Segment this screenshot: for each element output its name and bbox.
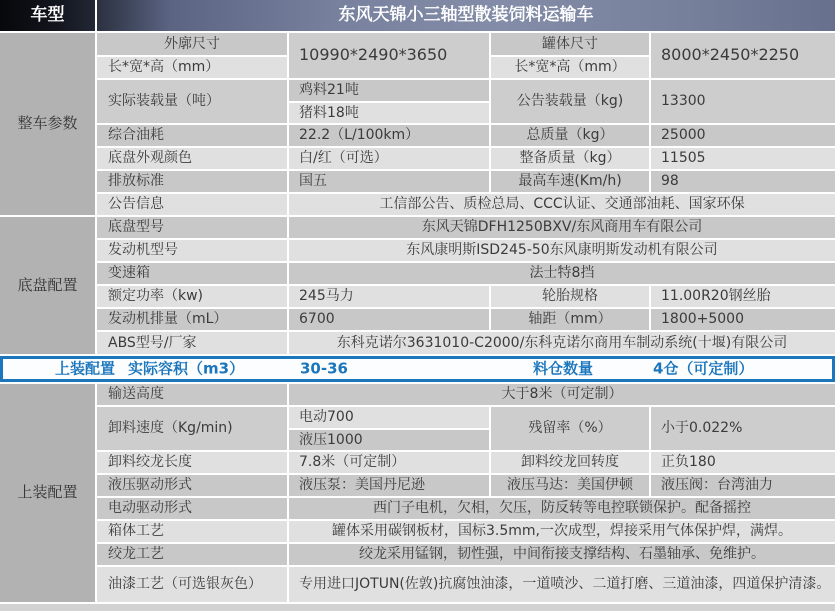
paint-craft-label: 油漆工艺（可选银灰色） <box>97 567 287 602</box>
bins-label: 料仓数量 <box>533 359 594 378</box>
chassis-model-value: 东风天锦DFH1250BXV/东风商用车有限公司 <box>289 217 835 238</box>
announcement-label: 公告信息 <box>97 194 287 215</box>
chassis-color-value: 白/红（可选） <box>289 148 489 169</box>
electric-drive-value: 西门子电机，欠相，欠压，防反转等电控联锁保护。配备摇控 <box>289 498 835 519</box>
section-vehicle-params: 整车参数 <box>0 33 95 215</box>
gearbox-label: 变速箱 <box>97 263 287 284</box>
displacement-value: 6700 <box>289 309 489 330</box>
rated-power-value: 245马力 <box>289 286 489 307</box>
total-mass-label: 总质量（kg） <box>491 125 649 146</box>
highlight-row <box>0 356 835 382</box>
section-top-config: 上装配置 <box>0 384 95 602</box>
electric-drive-label: 电动驱动形式 <box>97 498 287 519</box>
announcement-value: 工信部公告、质检总局、CCC认证、交通部油耗、国家环保 <box>289 194 835 215</box>
paint-craft-value: 专用进口JOTUN(佐敦)抗腐蚀油漆，一道喷沙、二道打磨、三道油漆，四道保护清漆。 <box>289 567 835 602</box>
actual-load-label: 实际装载量（吨） <box>97 80 287 123</box>
header-vehicle-type-label: 车型 <box>0 0 95 31</box>
outline-size-title: 外廓尺寸 <box>97 33 287 55</box>
announced-load-label: 公告装载量（kg) <box>491 80 649 123</box>
tire-spec-label: 轮胎规格 <box>491 286 649 307</box>
tank-size-sub-label: 长*宽*高（mm） <box>491 57 649 78</box>
chassis-model-label: 底盘型号 <box>97 217 287 238</box>
residual-rate-value: 小于0.022% <box>651 407 835 450</box>
auger-rotation-value: 正负180 <box>651 452 835 473</box>
hydraulic-drive-label: 液压驱动形式 <box>97 475 287 496</box>
wheelbase-value: 1800+5000 <box>651 309 835 330</box>
outline-size-sub-label: 长*宽*高（mm） <box>97 57 287 78</box>
auger-length-label: 卸料绞龙长度 <box>97 452 287 473</box>
engine-model-value: 东风康明斯ISD245-50东风康明斯发动机有限公司 <box>289 240 835 261</box>
abs-value: 东科克诺尔3631010-C2000/东科克诺尔商用车制动系统(十堰)有限公司 <box>289 332 835 354</box>
abs-label: ABS型号/厂家 <box>97 332 287 354</box>
engine-model-label: 发动机型号 <box>97 240 287 261</box>
page-title: 东风天锦小三轴型散装饲料运输车 <box>97 0 835 31</box>
fuel-consumption-label: 综合油耗 <box>97 125 287 146</box>
tank-size-title: 罐体尺寸 <box>491 33 649 55</box>
hydraulic-drive-pump: 液压泵：美国丹尼逊 <box>289 475 489 496</box>
actual-load-value-2: 猪料18吨 <box>289 103 489 123</box>
max-speed-value: 98 <box>651 171 835 192</box>
curb-mass-label: 整备质量（kg） <box>491 148 649 169</box>
auger-length-value: 7.8米（可定制） <box>289 452 489 473</box>
bins-value: 4仓（可定制） <box>653 359 754 378</box>
wheelbase-label: 轴距（mm） <box>491 309 649 330</box>
volume-value: 30-36 <box>300 359 348 378</box>
fuel-consumption-value: 22.2（L/100km） <box>289 125 489 146</box>
tank-size-value: 8000*2450*2250 <box>651 33 835 78</box>
highlight-row-content <box>3 359 832 379</box>
gearbox-value: 法士特8挡 <box>289 263 835 284</box>
unload-speed-label: 卸料速度（Kg/min) <box>97 407 287 450</box>
auger-craft-value: 绞龙采用锰钢，韧性强，中间衔接支撑结构、石墨轴承、免维护。 <box>289 544 835 565</box>
bottom-strip <box>0 604 835 611</box>
emission-value: 国五 <box>289 171 489 192</box>
section-top-config-highlight: 上装配置 <box>55 359 116 378</box>
hydraulic-drive-motor: 液压马达：美国伊顿 <box>491 475 649 496</box>
chassis-color-label: 底盘外观颜色 <box>97 148 287 169</box>
announced-load-value: 13300 <box>651 80 835 123</box>
unload-speed-value-2: 液压1000 <box>289 430 489 450</box>
displacement-label: 发动机排量（mL） <box>97 309 287 330</box>
max-speed-label: 最高车速(Km/h) <box>491 171 649 192</box>
curb-mass-value: 11505 <box>651 148 835 169</box>
residual-rate-label: 残留率（%） <box>491 407 649 450</box>
tank-craft-label: 箱体工艺 <box>97 521 287 542</box>
auger-craft-label: 绞龙工艺 <box>97 544 287 565</box>
section-chassis-config: 底盘配置 <box>0 217 95 354</box>
auger-rotation-label: 卸料绞龙回转度 <box>491 452 649 473</box>
rated-power-label: 额定功率（kw) <box>97 286 287 307</box>
emission-label: 排放标准 <box>97 171 287 192</box>
convey-height-label: 输送高度 <box>97 384 287 405</box>
tire-spec-value: 11.00R20钢丝胎 <box>651 286 835 307</box>
tank-craft-value: 罐体采用碳钢板材，国标3.5mm,一次成型，焊接采用气体保护焊，满焊。 <box>289 521 835 542</box>
actual-load-value-1: 鸡料21吨 <box>289 80 489 101</box>
outline-size-value: 10990*2490*3650 <box>289 33 489 78</box>
unload-speed-value-1: 电动700 <box>289 407 489 428</box>
convey-height-value: 大于8米（可定制） <box>289 384 835 405</box>
volume-label: 实际容积（m3） <box>128 359 245 378</box>
hydraulic-drive-valve: 液压阀：台湾油力 <box>651 475 835 496</box>
total-mass-value: 25000 <box>651 125 835 146</box>
